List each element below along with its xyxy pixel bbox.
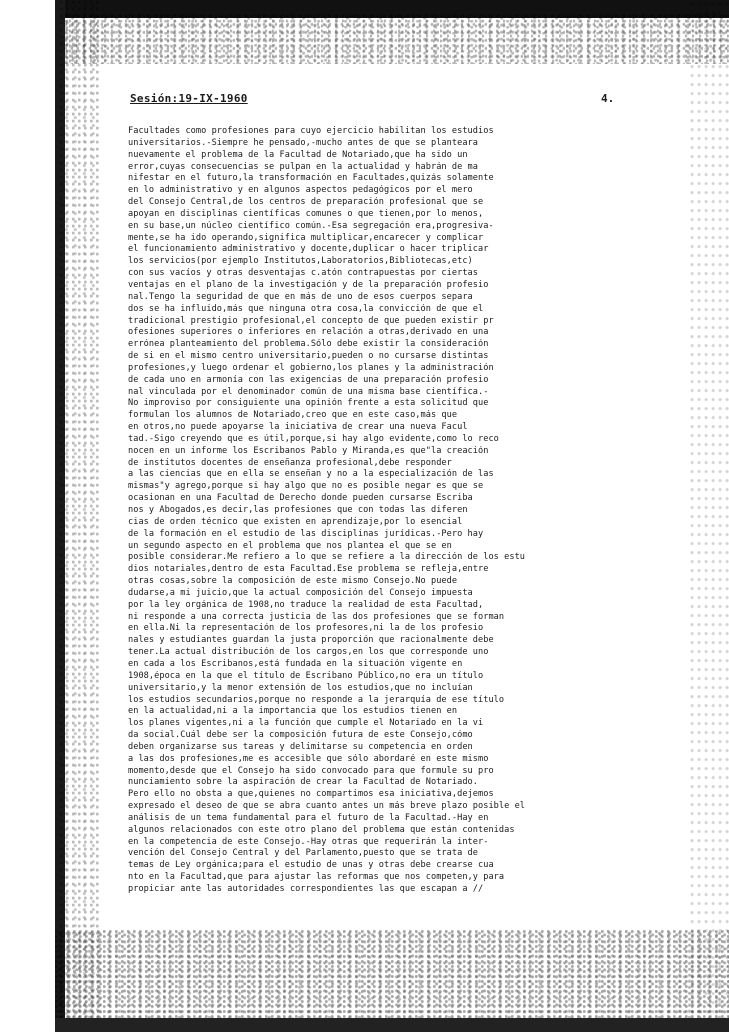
text-line: temas de Ley orgánica;para el estudio de unas y otras debe crearse cua bbox=[128, 860, 494, 871]
text-line: algunos relacionados con este otro plano del problema que están contenidas bbox=[128, 824, 515, 835]
text-line: deben organizarse sus tareas y delimitarse su competencia en orden bbox=[128, 741, 473, 752]
text-line: formulan los alumnos de Notariado,creo que en este caso,más que bbox=[128, 410, 458, 421]
text-line: momento,desde que el Consejo ha sido convocado para que formule su pro bbox=[128, 765, 494, 776]
text-line: nos y Abogados,es decir,las profesiones que con todas las diferen bbox=[128, 505, 468, 515]
text-line: Facultades como profesiones para cuyo ejercicio habilitan los estudios bbox=[128, 126, 494, 136]
session-date: Sesión:19-IX-1960 bbox=[130, 92, 248, 105]
text-line: profesiones,y luego ordenar el gobierno,los planes y la administración bbox=[128, 362, 494, 373]
text-line: ocasionan en una Facultad de Derecho donde pueden cursarse Escriba bbox=[128, 493, 473, 504]
text-line: mente,se ha ido operando,significa multiplicar,encarecer y complicar bbox=[128, 232, 484, 243]
text-line: en cada a los Escribanos,está fundada en la situación vigente en bbox=[128, 658, 463, 669]
text-line: en su base,un núcleo científico común.-Esa segregación era,progresiva- bbox=[128, 220, 494, 231]
text-line: análisis de un tema fundamental para el futuro de la Facultad.-Hay en bbox=[128, 812, 489, 823]
text-line: los estudios secundarios,porque no responde a la jerarquía de ese título bbox=[128, 694, 505, 705]
text-line: dios notariales,dentro de esta Facultad.Ese problema se refleja,entre bbox=[128, 564, 489, 575]
text-line: propiciar ante las autoridades correspondientes las que escapan a // bbox=[128, 884, 484, 894]
text-line: 1908,época en la que el título de Escribano Público,no era un título bbox=[128, 670, 484, 681]
text-line: nal vinculada por el denominador común de una misma base científica.- bbox=[128, 386, 489, 397]
text-line: tradicional prestigio profesional,el concepto de que pueden existir pr bbox=[128, 315, 494, 326]
scan-noise-right bbox=[690, 0, 729, 1032]
text-line: del Consejo Central,de los centros de preparación profesional que se bbox=[128, 197, 484, 208]
text-line: ni responde a una correcta justicia de las dos profesiones que se forman bbox=[128, 611, 505, 622]
page-number: 4. bbox=[601, 92, 615, 105]
text-line: error,cuyas consecuencias se pulpan en la actualidad y habrán de ma bbox=[128, 161, 478, 172]
text-line: posible considerar.Me refiero a lo que se refiere a la dirección de los estu bbox=[128, 552, 526, 563]
text-line: ventajas en el plano de la investigación y de la preparación profesio bbox=[128, 279, 489, 290]
text-line: a las ciencias que en ella se enseñan y no a la especialización de las bbox=[128, 469, 494, 480]
text-line: errónea planteamiento del problema.Sólo debe existir la consideración bbox=[128, 339, 489, 350]
text-line: los servicios(por ejemplo Institutos,Laboratorios,Bibliotecas,etc) bbox=[128, 256, 473, 267]
text-line: en la actualidad,ni a la importancia que los estudios tienen en bbox=[128, 706, 458, 717]
scan-noise-bottom bbox=[55, 930, 729, 1032]
text-line: dos se ha influido,más que ninguna otra cosa,la convicción de que el bbox=[128, 303, 484, 314]
text-line: nunciamiento sobre la aspiración de crear la Facultad de Notariado. bbox=[128, 777, 478, 788]
text-line: nto en la Facultad,que para ajustar las reformas que nos competen,y para bbox=[128, 872, 505, 883]
typewritten-document bbox=[128, 92, 628, 896]
text-line: cias de orden técnico que existen en aprendizaje,por lo esencial bbox=[128, 516, 463, 527]
scan-noise-top bbox=[55, 14, 729, 64]
document-body bbox=[128, 126, 628, 896]
text-line: el funcionamiento administrativo y docente,duplicar o hacer triplicar bbox=[128, 244, 489, 255]
scan-noise-left bbox=[60, 0, 100, 1032]
text-line: da social.Cuál debe ser la composición futura de este Consejo,cómo bbox=[128, 730, 473, 741]
text-line: los planes vigentes,ni a la función que cumple el Notariado en la vi bbox=[128, 718, 484, 729]
text-line: nocen en un informe los Escribanos Pablo y Miranda,es que"la creación bbox=[128, 445, 489, 456]
text-line: universitario,y la menor extensión de los estudios,que no incluían bbox=[128, 682, 473, 693]
text-line: en otros,no puede apoyarse la iniciativa de crear una nueva Facul bbox=[128, 422, 468, 433]
text-line: de institutos docentes de enseñanza profesional,debe responder bbox=[128, 457, 452, 468]
text-line: nuevamente el problema de la Facultad de Notariado,que ha sido un bbox=[128, 149, 468, 160]
text-line: universitarios.-Siempre he pensado,-mucho antes de que se planteara bbox=[128, 137, 478, 148]
text-line: expresado el deseo de que se abra cuanto antes un más breve plazo posible el bbox=[128, 801, 526, 812]
text-line: dudarse,a mi juicio,que la actual composición del Consejo impuesta bbox=[128, 587, 473, 598]
scan-edge-bottom bbox=[55, 1018, 729, 1032]
text-line: apoyan en disciplinas científicas comunes o que tienen,por lo menos, bbox=[128, 208, 484, 219]
text-line: en lo administrativo y en algunos aspectos pedagógicos por el mero bbox=[128, 185, 473, 196]
text-line: en la competencia de este Consejo.-Hay otras que requerirán la inter- bbox=[128, 836, 489, 847]
text-line: ofesiones superiores o inferiores en relación a otras,derivado en una bbox=[128, 327, 489, 338]
text-line: otras cosas,sobre la composición de este mismo Consejo.No puede bbox=[128, 576, 458, 587]
text-line: un segundo aspecto en el problema que nos plantea el que se en bbox=[128, 540, 452, 551]
text-line: a las dos profesiones,me es accesible que sólo abordaré en este mismo bbox=[128, 753, 489, 764]
text-line: tener.La actual distribución de los cargos,en los que corresponde uno bbox=[128, 647, 489, 658]
text-line: por la ley orgánica de 1908,no traduce la realidad de esta Facultad, bbox=[128, 599, 484, 610]
text-line: No improviso por consiguiente una opinión frente a esta solicitud que bbox=[128, 398, 489, 409]
text-line: de si en el mismo centro universitario,pueden o no cursarse distintas bbox=[128, 351, 489, 362]
text-line: de cada uno en armonía con las exigencias de una preparación profesio bbox=[128, 374, 489, 385]
page-header bbox=[128, 92, 628, 112]
text-line: mismas"y agrego,porque si hay algo que no es posible negar es que se bbox=[128, 481, 484, 492]
text-line: nales y estudiantes guardan la justa proporción que racionalmente debe bbox=[128, 635, 494, 646]
text-line: de la formación en el estudio de las disciplinas jurídicas.-Pero hay bbox=[128, 528, 484, 539]
text-line: nal.Tengo la seguridad de que en más de uno de esos cuerpos separa bbox=[128, 291, 473, 302]
text-line: tad.-Sigo creyendo que es útil,porque,si hay algo evidente,como lo reco bbox=[128, 433, 499, 444]
text-line: vención del Consejo Central y del Parlamento,puesto que se trata de bbox=[128, 848, 478, 859]
text-line: con sus vacíos y otras desventajas c.atón contrapuestas por ciertas bbox=[128, 268, 478, 279]
text-line: nifestar en el futuro,la transformación en Facultades,quizás solamente bbox=[128, 173, 494, 184]
text-line: Pero ello no obsta a que,quienes no compartimos esa iniciativa,dejemos bbox=[128, 789, 494, 800]
text-line: en ella.Ni la representación de los profesores,ni la de los profesio bbox=[128, 623, 484, 634]
